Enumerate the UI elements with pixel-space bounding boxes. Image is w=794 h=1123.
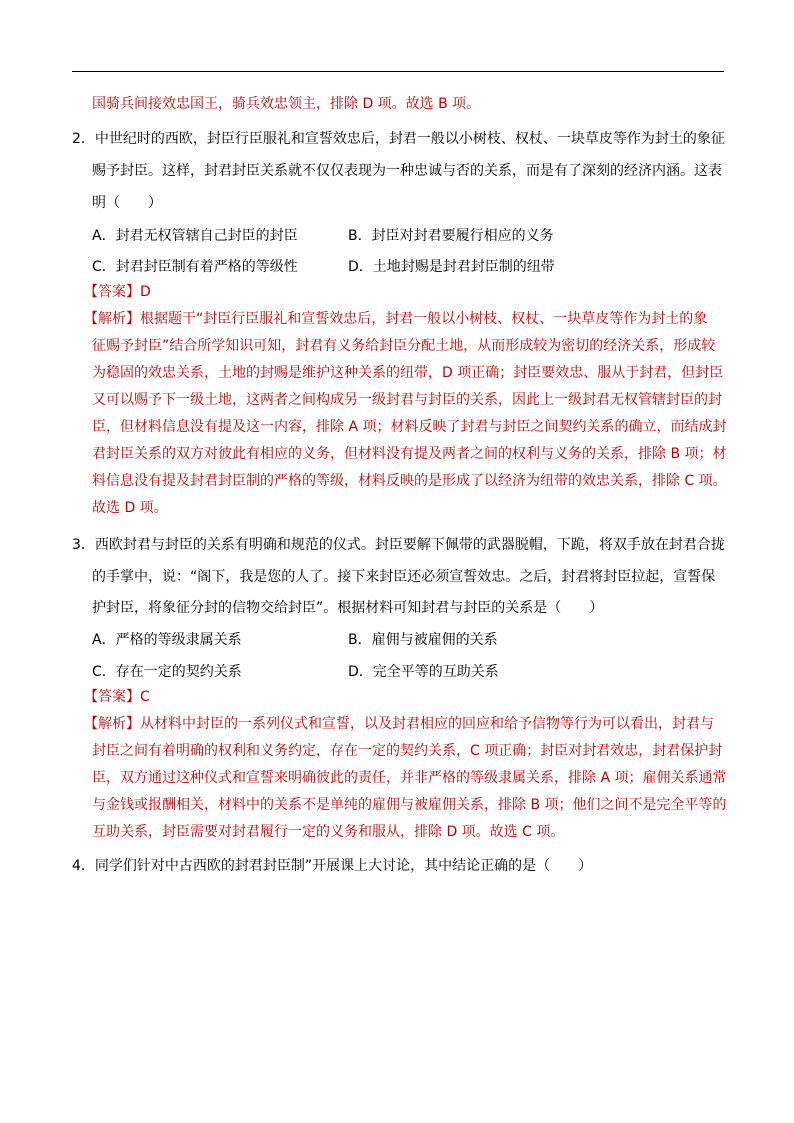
- previous-analysis-tail: 国骑兵间接效忠国王，骑兵效忠领主，排除 D 项。故选 B 项。: [92, 96, 481, 112]
- q2-stem-line-1: 2．中世纪时的西欧，封臣行臣服礼和宣誓效忠后，封君一般以小树枝、权杖、一块草皮等作为封土的象征: [72, 131, 725, 147]
- header-rule: [72, 71, 724, 72]
- q4-stem-line-1: 4．同学们针对中古西欧的封君封臣制”开展课上大讨论，其中结论正确的是（ ）: [72, 858, 593, 874]
- q2-analysis-line-7: 料信息没有提及封君封臣制的严格的等级，材料反映的是形成了以经济为纽带的效忠关系，排除 C 项。: [92, 473, 727, 489]
- q2-option-d: D．土地封赐是封君封臣制的纽带: [348, 259, 555, 275]
- q2-option-a: A．封君无权管辖自己封臣的封臣: [92, 228, 298, 244]
- q2-analysis-line-8: 故选 D 项。: [92, 500, 168, 516]
- q3-analysis-line-1: 【解析】从材料中封臣的一系列仪式和宣誓，以及封君相应的回应和给予信物等行为可以看出，封君与: [84, 716, 714, 732]
- q2-stem-line-3: 明（ ）: [92, 195, 162, 211]
- q2-analysis-line-2: 征赐予封臣”结合所学知识可知，封君有义务给封臣分配土地，从而形成较为密切的经济关系，形成较: [92, 338, 716, 354]
- q3-stem-line-3: 护封臣，将象征分封的信物交给封臣”。根据材料可知封君与封臣的关系是（ ）: [92, 600, 604, 616]
- q3-option-a: A．严格的等级隶属关系: [92, 632, 242, 648]
- q3-analysis-line-4: 与金钱或报酬相关，材料中的关系不是单纯的雇佣与被雇佣关系，排除 B 项；他们之间不是完全平等的: [92, 797, 727, 813]
- q2-analysis-line-3: 为稳固的效忠关系，土地的封赐是维护这种关系的纽带，D 项正确；封臣要效忠、服从于封君，但封臣: [92, 365, 724, 381]
- q2-analysis-line-6: 君封臣关系的双方对彼此有相应的义务，但材料没有提及两者之间的权利与义务的关系，排除 B 项；材: [92, 446, 727, 462]
- q2-option-c: C．封君封臣制有着严格的等级性: [92, 259, 298, 275]
- q3-analysis-line-2: 封臣之间有着明确的权利和义务约定，存在一定的契约关系，C 项正确；封臣对封君效忠，封君保护封: [92, 743, 723, 759]
- q3-stem-line-2: 的手掌中，说：“阁下，我是您的人了。接下来封臣还必须宣誓效忠。之后，封君将封臣拉起，宣誓保: [92, 569, 716, 585]
- q3-stem-line-1: 3．西欧封君与封臣的关系有明确和规范的仪式。封臣要解下佩带的武器脱帽，下跪，将双手放在封君合拢: [72, 537, 725, 553]
- q2-answer: 【答案】D: [84, 284, 151, 300]
- q2-analysis-line-4: 又可以赐予下一级土地，这两者之间构成另一级封君与封臣的关系，因此上一级封君无权管辖封臣的封: [92, 392, 722, 408]
- q2-analysis-line-5: 臣，但材料信息没有提及这一内容，排除 A 项；材料反映了封君与封臣之间契约关系的确立，而结成封: [92, 419, 727, 435]
- q3-answer: 【答案】C: [84, 689, 150, 705]
- q3-option-d: D．完全平等的互助关系: [348, 664, 499, 680]
- q3-option-b: B．雇佣与被雇佣的关系: [348, 632, 498, 648]
- q2-option-b: B．封臣对封君要履行相应的义务: [348, 228, 554, 244]
- q3-analysis-line-5: 互助关系，封臣需要对封君履行一定的义务和服从，排除 D 项。故选 C 项。: [92, 824, 565, 840]
- q3-option-c: C．存在一定的契约关系: [92, 664, 242, 680]
- q2-stem-line-2: 赐予封臣。这样，封君封臣关系就不仅仅表现为一种忠诚与否的关系，而是有了深刻的经济内涵。这表: [92, 163, 722, 179]
- q3-analysis-line-3: 臣，双方通过这种仪式和宣誓来明确彼此的责任，并非严格的等级隶属关系，排除 A 项；雇佣关系通常: [92, 770, 727, 786]
- q2-analysis-line-1: 【解析】根据题干“封臣行臣服礼和宣誓效忠后，封君一般以小树枝、权杖、一块草皮等作为封土的象: [84, 311, 708, 327]
